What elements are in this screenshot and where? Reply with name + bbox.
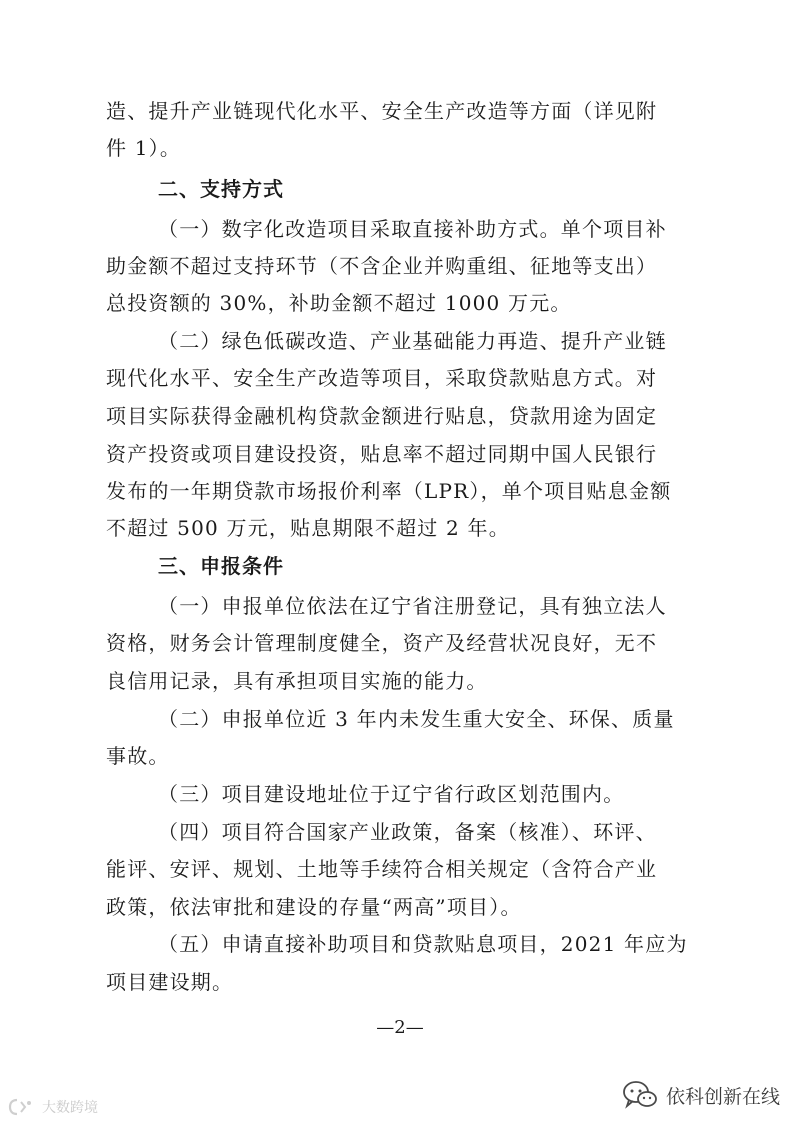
body-line: 资产投资或项目建设投资，贴息率不超过同期中国人民银行: [106, 442, 658, 466]
body-line: （三）项目建设地址位于辽宁省行政区划范围内。: [158, 782, 625, 806]
body-line: 助金额不超过支持环节（不含企业并购重组、征地等支出）: [106, 254, 658, 278]
body-line: （二）绿色低碳改造、产业基础能力再造、提升产业链: [158, 329, 667, 353]
body-line: 件 1）。: [106, 136, 182, 160]
watermark-right-text: 依科创新在线: [665, 1085, 780, 1108]
watermark-right: [622, 1080, 780, 1110]
watermark-logo-icon: [8, 1098, 38, 1116]
body-line: 事故。: [106, 744, 170, 768]
watermark-left-text: 大数跨境: [42, 1100, 98, 1116]
body-line: 发布的一年期贷款市场报价利率（LPR），单个项目贴息金额: [106, 479, 672, 503]
body-line: 造、提升产业链现代化水平、安全生产改造等方面（详见附: [106, 99, 658, 123]
body-line: 政策，依法审批和建设的存量“两高”项目）。: [106, 895, 522, 919]
body-line: （五）申请直接补助项目和贷款贴息项目，2021 年应为: [158, 932, 688, 956]
body-line: 项目实际获得金融机构贷款金额进行贴息，贷款用途为固定: [106, 404, 658, 428]
watermark-left: [8, 1097, 98, 1117]
body-line: 良信用记录，具有承担项目实施的能力。: [106, 669, 488, 693]
body-line: 总投资额的 30%，补助金额不超过 1000 万元。: [106, 291, 572, 315]
section-heading-support: 二、支持方式: [158, 177, 284, 201]
body-line: 现代化水平、安全生产改造等项目，采取贷款贴息方式。对: [106, 366, 658, 390]
body-line: 能评、安评、规划、土地等手续符合相关规定（含符合产业: [106, 857, 658, 881]
body-line: （一）申报单位依法在辽宁省注册登记，具有独立法人: [158, 594, 667, 618]
body-line: 项目建设期。: [106, 970, 234, 994]
page-number: —2—: [376, 1017, 424, 1038]
wechat-icon: [622, 1080, 658, 1110]
body-line: （一）数字化改造项目采取直接补助方式。单个项目补: [158, 217, 667, 241]
body-line: （二）申报单位近 3 年内未发生重大安全、环保、质量: [158, 707, 675, 731]
body-line: 不超过 500 万元，贴息期限不超过 2 年。: [106, 516, 510, 540]
section-heading-conditions: 三、申报条件: [158, 554, 284, 578]
body-line: （四）项目符合国家产业政策，备案（核准）、环评、: [158, 820, 657, 844]
body-line: 资格，财务会计管理制度健全，资产及经营状况良好，无不: [106, 631, 658, 655]
